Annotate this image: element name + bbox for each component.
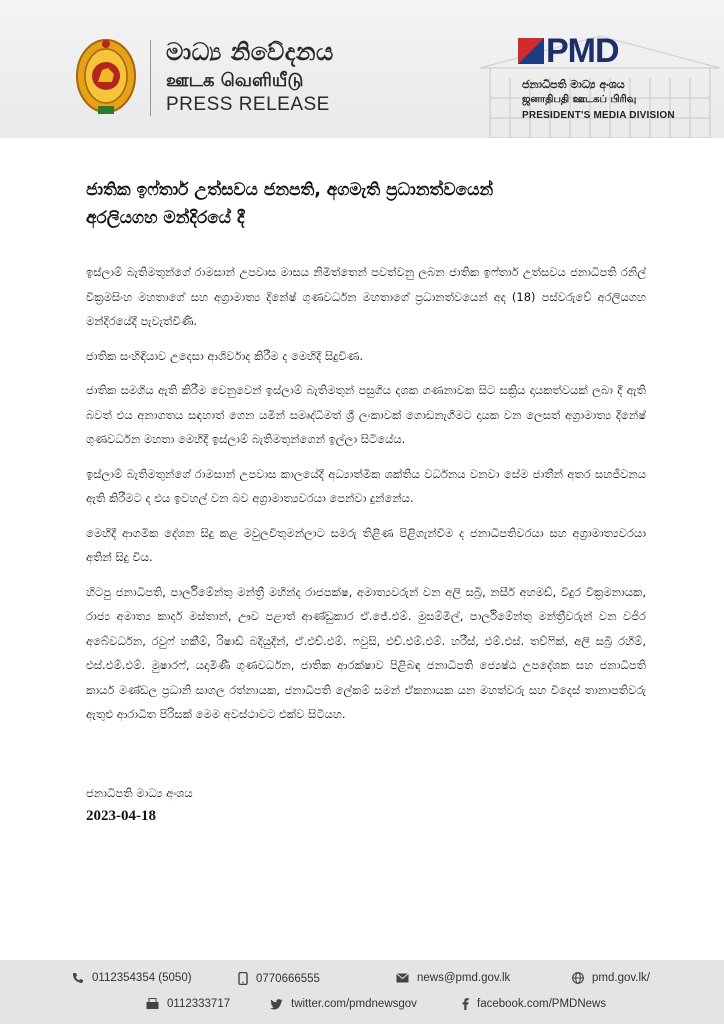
press-release-body: [86, 260, 646, 737]
paragraph-3: ජාතික සමගිය ඇති කිරීම වෙනුවෙන් ඉස්ලාම් බැතිමතුන් පසුගිය දශක ගණනාවක සිට සක්‍රිය දායකත්වයක් ලබා දී ඇති බවත් එය අනාගතය සඳහාත් ගෙන යමින් සමෘද්ධිමත් ශ්‍රී ලංකාවක් ගොඩනැගීමට දායක වන ලෙසත් අග්‍රාමාත්‍ය දිනේෂ් ගුණවර්ධන මහතා මෙහිදී ඉස්ලාම් බැතිමතුන්ගෙන් ඉල්ලා සිටියේය.: [86, 383, 646, 446]
pmd-subtitle-tamil: ஜனாதிபதி ஊடகப் பிரிவு: [522, 94, 637, 105]
contact-phone: [72, 972, 192, 984]
contact-phone-text: 0112354354 (5050): [92, 972, 192, 984]
header-title-sinhala: මාධ්‍ය නිවේදනය: [166, 38, 334, 66]
contact-fax-text: 0112333717: [167, 998, 231, 1010]
headline: [86, 176, 646, 232]
contact-mobile-text: 0770666555: [256, 972, 320, 985]
contact-email-text[interactable]: news@pmd.gov.lk: [417, 972, 511, 984]
contact-fax: [146, 998, 230, 1010]
contact-facebook-text[interactable]: facebook.com/PMDNews: [477, 998, 607, 1010]
mobile-phone-icon: [238, 972, 248, 985]
contact-email[interactable]: [396, 972, 510, 984]
header-title-english: PRESS RELEASE: [166, 94, 330, 115]
envelope-icon: [396, 973, 409, 983]
phone-icon: [72, 972, 84, 984]
paragraph-5: මෙහිදී ආගමික දේශන සිදු කළ මවුලවිතුමන්ලාට සමරු තිළිණ පිළිගැන්වීම ද ජනාධිපතිවරයා සහ අග්‍රාමාත්‍යවරයා අතින් සිදු විය.: [86, 525, 646, 564]
pmd-subtitle-english: PRESIDENT'S MEDIA DIVISION: [522, 110, 675, 121]
globe-icon: [572, 972, 584, 984]
contact-website-text[interactable]: pmd.gov.lk/: [592, 972, 650, 984]
paragraph-6: හිටපු ජනාධිපති, පාර්ලිමේන්තු මන්ත්‍රී මහින්ද රාජපක්ෂ, අමාත්‍යවරුන් වන අලි සබ්‍රි, නසීර් අහමඩ්, විදුර වික්‍රමනායක, රාජ්‍ය අමාත්‍ය කාදර් මස්තාන්, ඌව පළාත් ආණ්ඩුකාර ඒ.ජේ.එම්. මුසම්මිල්, පාර්ලිමේන්තු මන්ත්‍රීවරුන් වන වජිර අබේවර්ධන, රවුෆ් හකීම්, රිෂාඩ් බදියුදීන්, ඒ.එච්.එම්. ෆවුසි, එච්.එම්.එම්. හරීස්, එම්.එස්. තව්ෆික්, අලි සබ්‍රි රහීම්, එස්.එම්.එම්. මුෂාරෆ්, යදාමිණී ගුණවර්ධන, ජාතික ආරක්ෂාව පිළිබඳ ජනාධිපති ජ්‍යෙෂ්ඨ උපදේශක සහ ජනාධිපති කාර්ය මණ්ඩල ප්‍රධානි සාගල රත්නායක, ජනාධිපති ලේකම් සමන් ඒකනායක යන මහත්වරු සහ විදෙස් තානාපතිවරු ඇතුළු ආරාධිත පිරිසක් මෙම අවස්ථාවට එක්ව සිටියහ.: [86, 584, 646, 721]
signature-department: ජනාධිපති මාධ්‍ය අංශය: [86, 786, 193, 800]
headline-line-2: අරලියගහ මන්දිරයේ දී: [86, 208, 245, 228]
contact-mobile: [238, 972, 320, 985]
contact-website[interactable]: [572, 972, 650, 984]
paragraph-4: ඉස්ලාම් බැතිමතුන්ගේ රාමසාන් උපවාස කාලයේදී අධ්‍යාත්මික ශක්තිය වර්ධනය වනවා සේම ජාතීන් අතර සහජීවනය ඇති කිරීමට ද එය ඉවහල් වන බව අග්‍රාමාත්‍යවරයා පෙන්වා දුන්නේය.: [86, 466, 646, 505]
header-divider: [150, 40, 151, 116]
pmd-logo-mark-icon: [518, 38, 544, 64]
header-title-tamil: ஊடக வெளியீடு: [166, 70, 304, 91]
footer-contacts: [0, 960, 724, 1024]
paragraph-1: ඉස්ලාම් බැතිමතුන්ගේ රාමසාන් උපවාස මාසය නිමිත්තෙන් පවත්වනු ලබන ජාතික ඉෆ්තාර් උත්සවය ජනාධිපති රනිල් වික්‍රමසිංහ මහතාගේ සහ අග්‍රාමාත්‍ය දිනේෂ් ගුණවර්ධන මහතාගේ ප්‍රධානත්වයෙන් අද (18) පස්වරුවේ අරලියගහ මන්දිරයේදී පැවැත්විණි.: [86, 265, 646, 328]
pmd-subtitle-sinhala: ජනාධිපති මාධ්‍ය අංශය: [522, 78, 625, 91]
sri-lanka-emblem-icon: [74, 36, 138, 118]
facebook-icon: [462, 998, 469, 1010]
pmd-logo-text: PMD: [546, 32, 619, 70]
pmd-logo: [518, 32, 648, 70]
release-date: 2023-04-18: [86, 808, 156, 824]
paragraph-2: ජාතික සංහිඳියාව උදෙසා ආශිර්වාද කිරීම ද මෙහිදී සිදුවිණ.: [86, 348, 364, 363]
headline-line-1: ජාතික ඉෆ්තාර් උත්සවය ජනපති, අගමැති ප්‍රධානත්වයෙන්: [86, 180, 494, 200]
contact-facebook[interactable]: [462, 998, 606, 1010]
fax-icon: [146, 998, 159, 1010]
letterhead: [0, 0, 724, 138]
twitter-icon: [270, 999, 283, 1010]
contact-twitter-text[interactable]: twitter.com/pmdnewsgov: [291, 998, 417, 1010]
contact-twitter[interactable]: [270, 998, 417, 1010]
